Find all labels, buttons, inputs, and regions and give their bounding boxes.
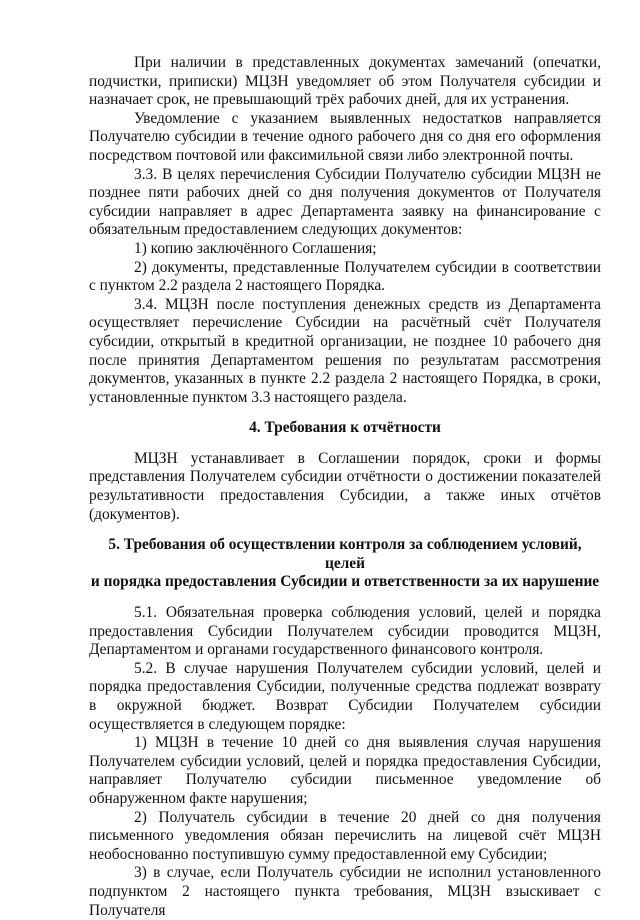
document-page — [89, 54, 601, 920]
paragraph-5-2: 5.2. В случае нарушения Получателем субсидии условий, целей и порядка предоставления Субсидии, полученные средства подлежат возврату в окружной бюджет. Возврат Субсидии Получателем субсидии осуществляется в следующем порядке: — [89, 659, 601, 733]
paragraph-3-3: 3.3. В целях перечисления Субсидии Получателю субсидии МЦЗН не позднее пяти рабочих дней со дня получения документов от Получателя субсидии направляет в адрес Департамента заявку на финансирование с обязательным предоставлением следующих документов: — [89, 165, 601, 239]
paragraph-3-4: 3.4. МЦЗН после поступления денежных средств из Департамента осуществляет перечисление Субсидии на расчётный счёт Получателя субсидии, открытый в кредитной организации, не позднее 10 рабочего дня после принятия Департаментом решения по результатам рассмотрения документов, указанных в пункте 2.2 раздела 2 настоящего Порядка, в сроки, установленные пунктом 3.3 настоящего раздела. — [89, 295, 601, 406]
section-5-heading — [89, 536, 601, 592]
section-4-heading: 4. Требования к отчётности — [249, 419, 441, 437]
list-item-5-2-2: 2) Получатель субсидии в течение 20 дней со дня получения письменного уведомления обязан перечислить на лицевой счёт МЦЗН необоснованно поступившую сумму предоставленной ему Субсидии; — [89, 808, 601, 863]
section-5-heading-line-2: и порядка предоставления Субсидии и ответственности за их нарушение — [90, 573, 600, 591]
list-item-5-2-3: 3) в случае, если Получатель субсидии не исполнил установленного подпунктом 2 настоящего пункта требования, МЦЗН взыскивает с Получателя — [89, 864, 601, 919]
paragraph-remarks: При наличии в представленных документах замечаний (опечатки, подчистки, приписки) МЦЗН уведомляет об этом Получателя субсидии и назначает срок, не превышающий трёх рабочих дней, для их устранения. — [89, 54, 601, 109]
paragraph-5-1: 5.1. Обязательная проверка соблюдения условий, целей и порядка предоставления Субсидии Получателем субсидии проводится МЦЗН, Департаментом и органами государственного финансового контроля. — [89, 604, 601, 659]
paragraph-section-4: МЦЗН устанавливает в Соглашении порядок, сроки и формы представления Получателем субсидии отчётности о достижении показателей результативности предоставления Субсидии, а также иных отчётов (документов). — [89, 449, 601, 523]
paragraph-notification: Уведомление с указанием выявленных недостатков направляется Получателю субсидии в течение одного рабочего дня со дня его оформления посредством почтовой или факсимильной связи либо электронной почты. — [89, 109, 601, 164]
list-item-3-3-2: 2) документы, представленные Получателем субсидии в соответствии с пунктом 2.2 раздела 2 настоящего Порядка. — [89, 258, 601, 295]
section-5-heading-line-1: 5. Требования об осуществлении контроля за соблюдением условий, целей — [108, 536, 582, 572]
list-item-5-2-1: 1) МЦЗН в течение 10 дней со дня выявления случая нарушения Получателем субсидии условий, целей и порядка предоставления Субсидии, направляет Получателю субсидии письменное уведомление об обнаруженном факте нарушения; — [89, 734, 601, 807]
list-item-3-3-1: 1) копию заключённого Соглашения; — [134, 239, 377, 257]
